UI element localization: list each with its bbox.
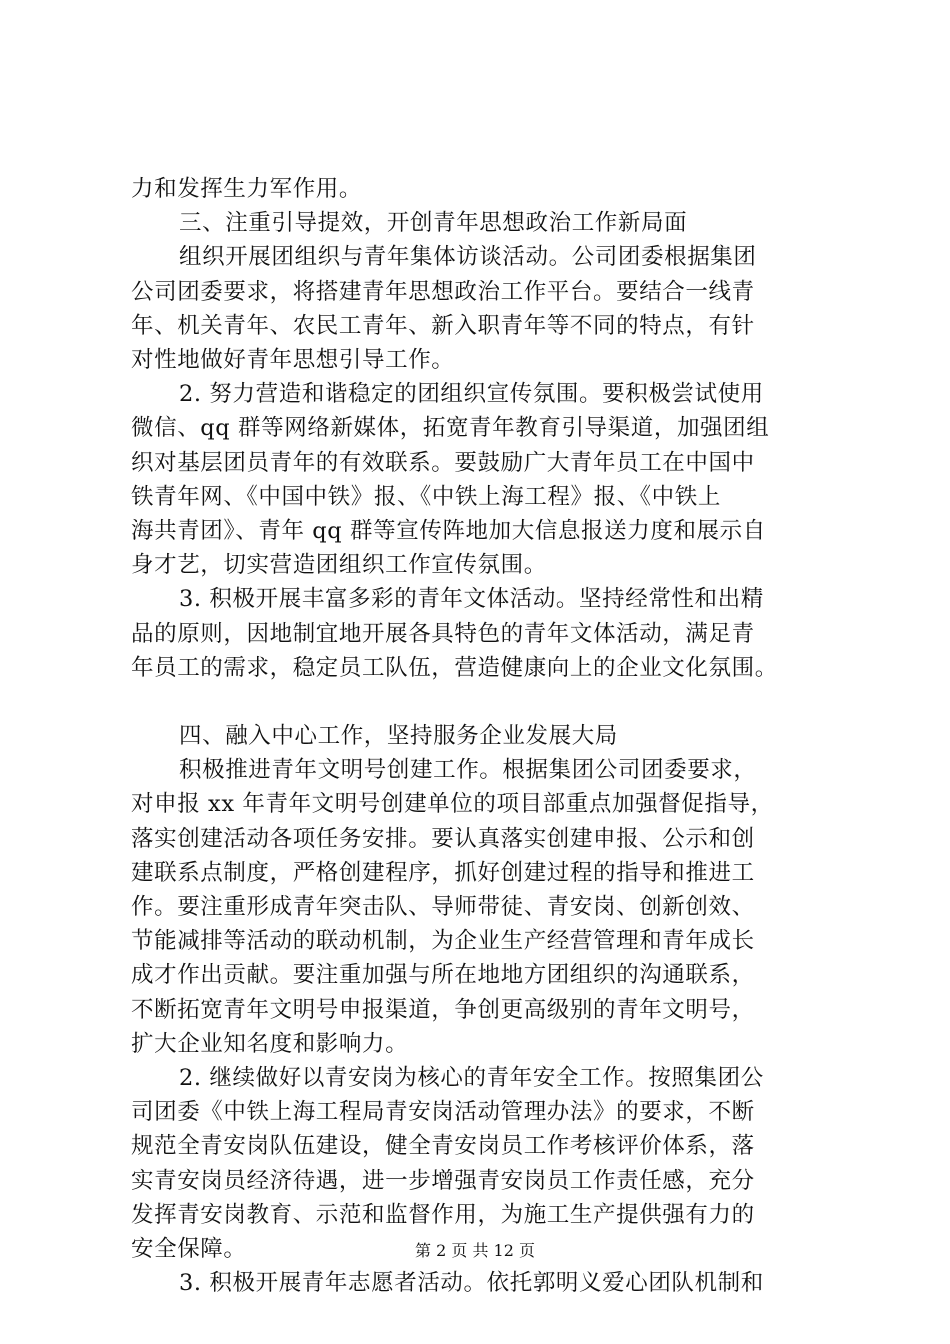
text-line: 建联系点制度，严格创建程序，抓好创建过程的指导和推进工 [131,859,755,886]
text-line: 组织开展团组织与青年集体访谈活动。公司团委根据集团 [179,244,757,271]
text-line: 节能减排等活动的联动机制，为企业生产经营管理和青年成长 [131,928,755,955]
paragraph-gap [131,685,831,719]
text-line: 作。要注重形成青年突击队、导师带徒、青安岗、创新创效、 [131,894,755,921]
text-line: 司团委《中铁上海工程局青安岗活动管理办法》的要求，不断 [131,1099,755,1126]
text-line: 力和发挥生力军作用。 [131,176,363,202]
text-line: 2. 努力营造和谐稳定的团组织宣传氛围。要积极尝试使用 [179,381,764,408]
text-line: 不断拓宽青年文明号申报渠道，争创更高级别的青年文明号， [131,996,755,1023]
text-line: 2. 继续做好以青安岗为核心的青年安全工作。按照集团公 [179,1065,764,1092]
text-line: 3. 积极开展丰富多彩的青年文体活动。坚持经常性和出精 [179,586,764,613]
text-line: 成才作出贡献。要注重加强与所在地地方团组织的沟通联系， [131,962,755,989]
text-line: 对申报 xx 年青年文明号创建单位的项目部重点加强督促指导， [131,791,774,818]
document-body [131,172,831,1301]
text-line: 海共青团》、青年 qq 群等宣传阵地加大信息报送力度和展示自 [131,518,766,545]
text-line: 对性地做好青年思想引导工作。 [131,347,455,374]
text-line: 年、机关青年、农民工青年、新入职青年等不同的特点，有针 [131,312,755,339]
text-line: 积极推进青年文明号创建工作。根据集团公司团委要求， [179,757,757,784]
page-footer [0,1241,950,1261]
page-number: 第 2 页 共 12 页 [415,1241,535,1260]
text-line: 扩大企业知名度和影响力。 [131,1030,409,1057]
text-line: 品的原则，因地制宜地开展各具特色的青年文体活动，满足青 [131,620,755,647]
text-line: 身才艺，切实营造团组织工作宣传氛围。 [131,552,547,579]
text-line: 实青安岗员经济待遇，进一步增强青安岗员工作责任感，充分 [131,1167,755,1194]
text-line: 年员工的需求，稳定员工队伍，营造健康向上的企业文化氛围。 [131,654,778,681]
text-line: 规范全青安岗队伍建设，健全青安岗员工作考核评价体系，落 [131,1133,755,1160]
section-heading-3: 三、注重引导提效，开创青年思想政治工作新局面 [179,210,688,237]
text-line: 铁青年网、《中国中铁》报、《中铁上海工程》报、《中铁上 [131,483,721,510]
text-line: 落实创建活动各项任务安排。要认真落实创建申报、公示和创 [131,825,755,852]
text-line: 安全保障。 [131,1236,247,1263]
text-line: 织对基层团员青年的有效联系。要鼓励广大青年员工在中国中 [131,449,755,476]
text-line: 公司团委要求，将搭建青年思想政治工作平台。要结合一线青 [131,278,755,305]
text-line: 3. 积极开展青年志愿者活动。依托郭明义爱心团队机制和 [179,1270,764,1297]
text-line: 微信、qq 群等网络新媒体，拓宽青年教育引导渠道，加强团组 [131,415,770,442]
text-line: 发挥青安岗教育、示范和监督作用，为施工生产提供强有力的 [131,1201,755,1228]
section-heading-4: 四、融入中心工作，坚持服务企业发展大局 [179,723,618,750]
